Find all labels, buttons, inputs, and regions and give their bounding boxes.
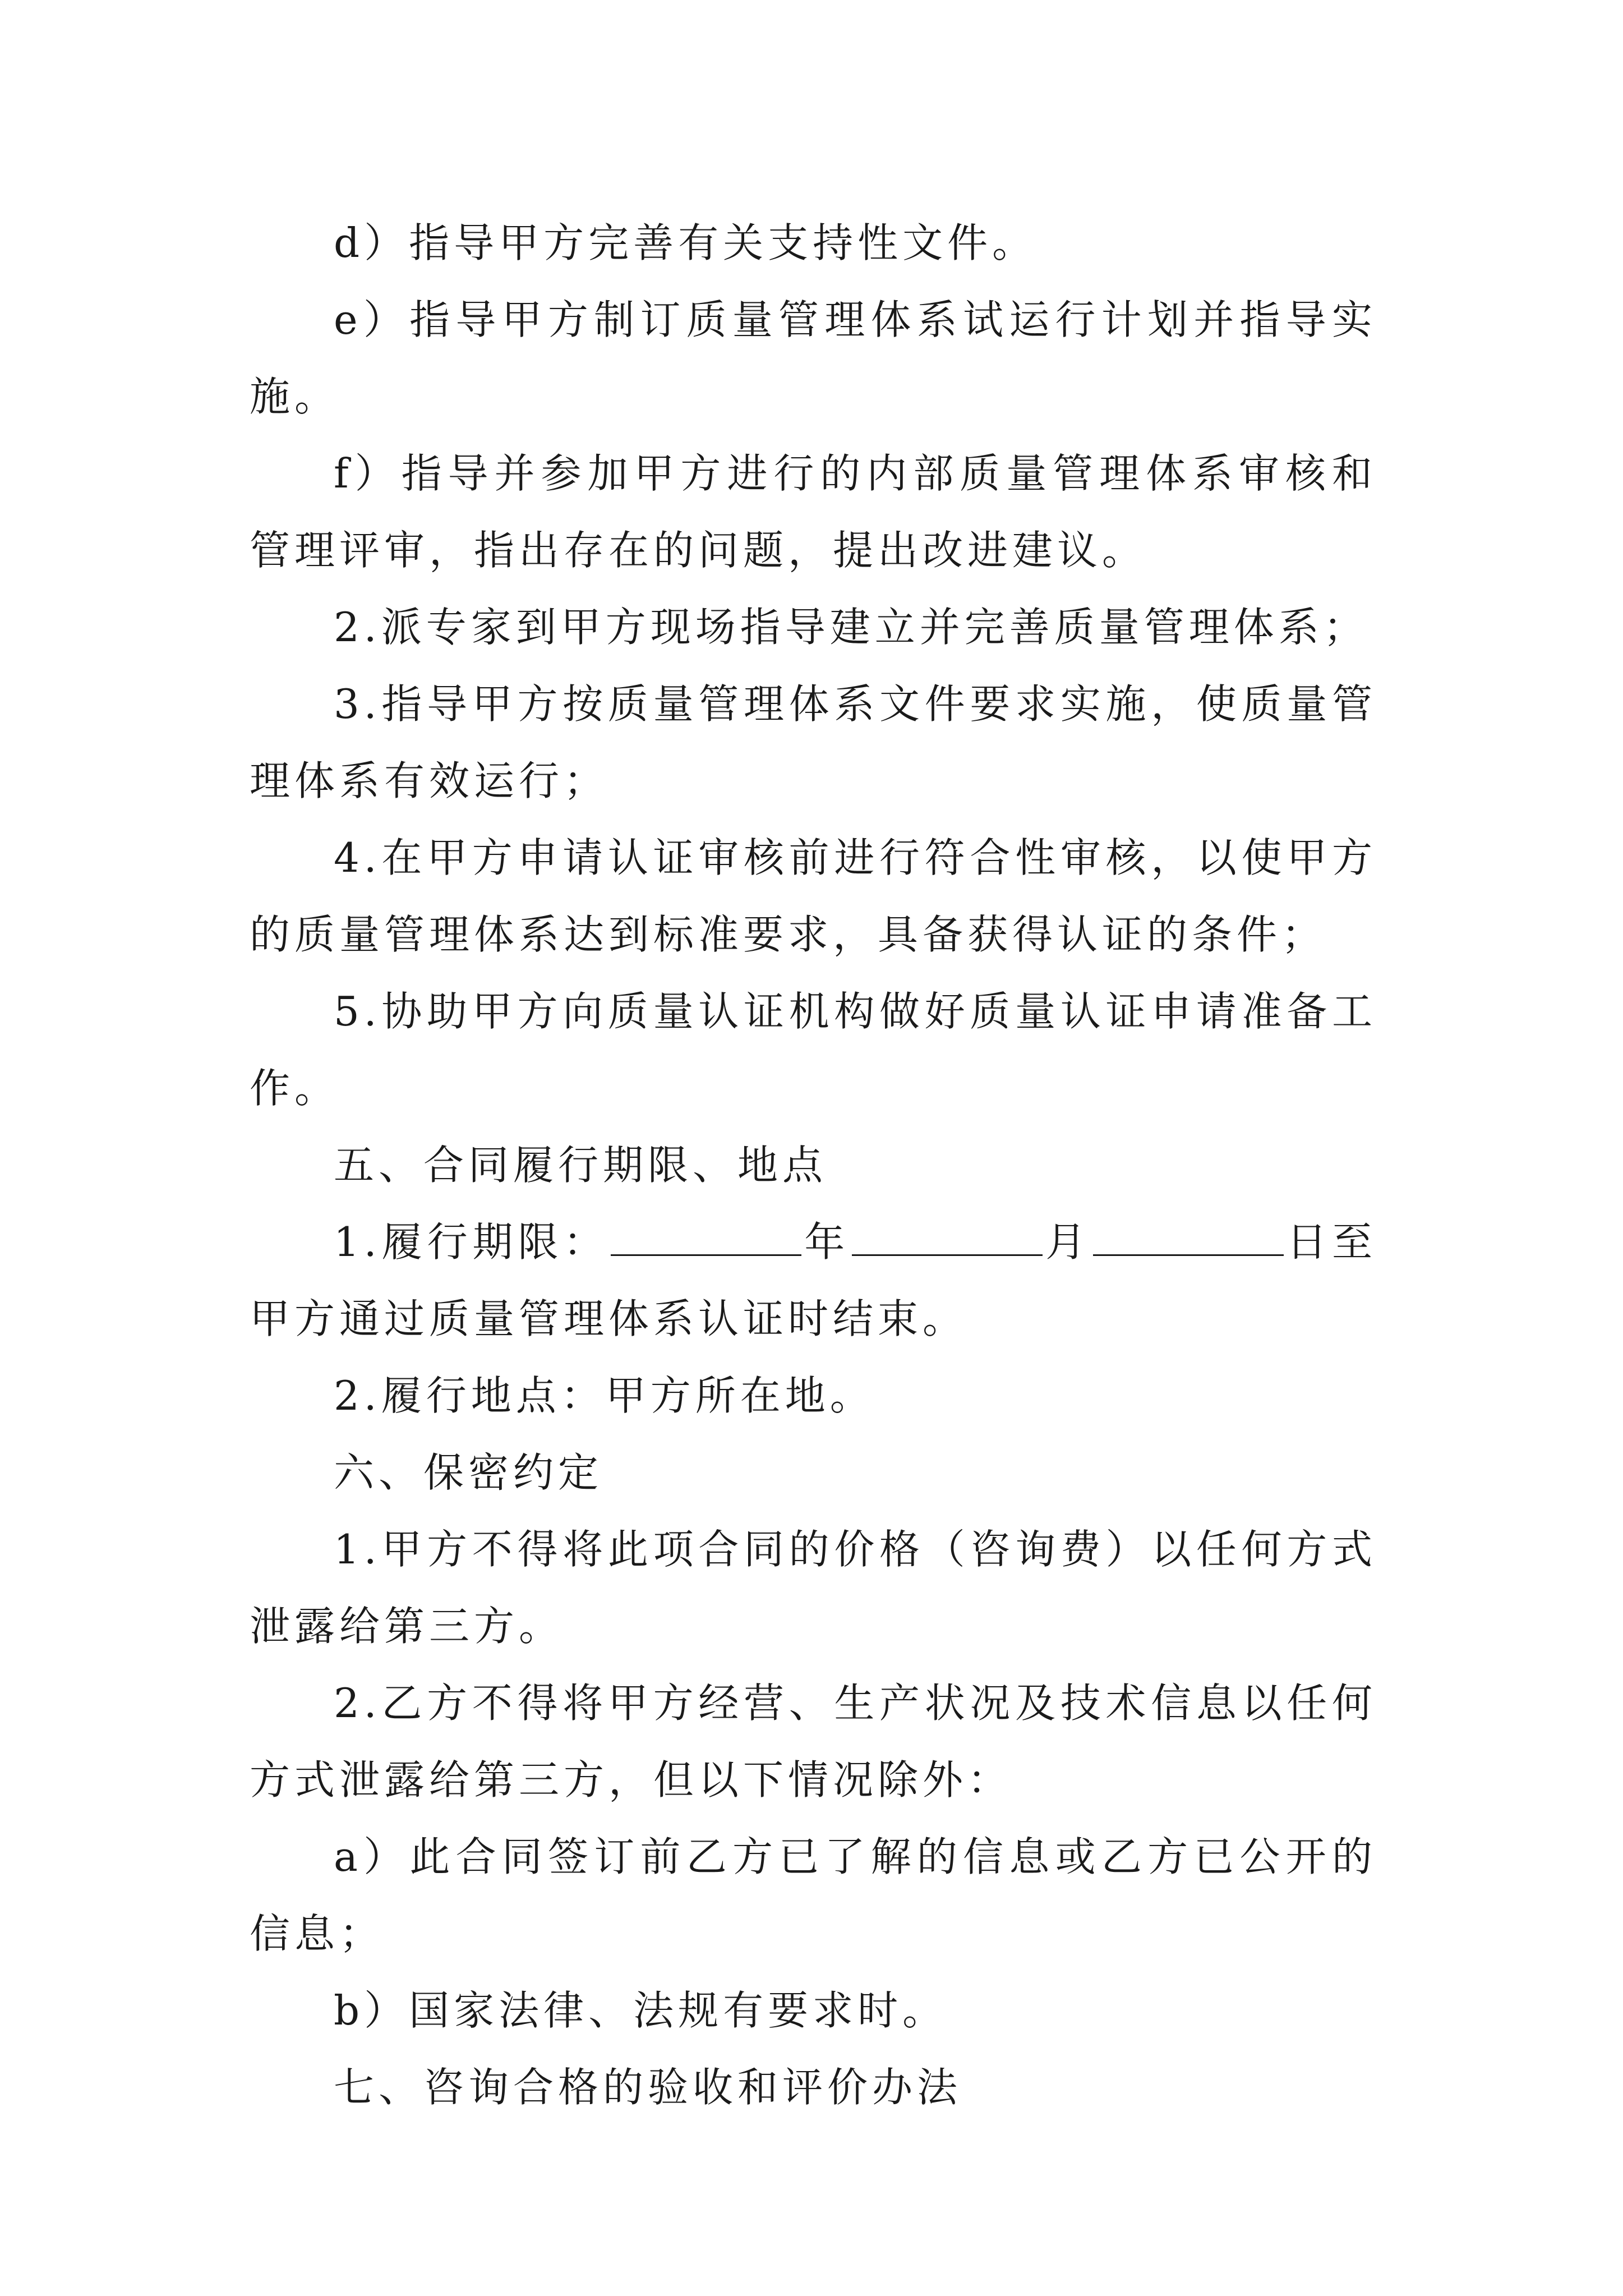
paragraph-confidentiality-1: 1.甲方不得将此项合同的价格（咨询费）以任何方式泄露给第三方。 xyxy=(250,1526,1377,1650)
paragraph-exception-b: b）国家法律、法规有要求时。 xyxy=(334,1987,948,2034)
paragraph-confidentiality-2: 2.乙方不得将甲方经营、生产状况及技术信息以任何方式泄露给第三方，但以下情况除外： xyxy=(250,1680,1377,1803)
document-body xyxy=(250,205,1377,2126)
term-of-performance-line xyxy=(250,1204,1377,1358)
paragraph-e: e）指导甲方制订质量管理体系试运行计划并指导实施。 xyxy=(250,296,1377,420)
month-blank[interactable] xyxy=(852,1214,1043,1256)
paragraph-place: 2.履行地点：甲方所在地。 xyxy=(334,1372,875,1419)
paragraph-d: d）指导甲方完善有关支持性文件。 xyxy=(334,219,1038,266)
paragraph-f: f）指导并参加甲方进行的内部质量管理体系审核和管理评审，指出存在的问题，提出改进建议。 xyxy=(250,450,1377,574)
paragraph-item-5: 5.协助甲方向质量认证机构做好质量认证申请准备工作。 xyxy=(250,988,1377,1112)
day-suffix: 日至甲方通过质量管理体系认证时结束。 xyxy=(250,1218,1377,1342)
section-heading-5: 五、合同履行期限、地点 xyxy=(334,1142,828,1189)
section-heading-6: 六、保密约定 xyxy=(334,1449,603,1496)
paragraph-item-3: 3.指导甲方按质量管理体系文件要求实施，使质量管理体系有效运行； xyxy=(250,680,1377,804)
paragraph-item-4: 4.在甲方申请认证审核前进行符合性审核，以使甲方的质量管理体系达到标准要求，具备获得认证的条件； xyxy=(250,834,1377,958)
year-blank[interactable] xyxy=(611,1214,801,1256)
month-label: 月 xyxy=(1045,1218,1091,1266)
year-label: 年 xyxy=(804,1218,850,1266)
day-blank[interactable] xyxy=(1093,1214,1284,1256)
paragraph-exception-a: a）此合同签订前乙方已了解的信息或乙方已公开的信息； xyxy=(250,1833,1377,1957)
section-heading-7: 七、咨询合格的验收和评价办法 xyxy=(334,2064,962,2111)
term-prefix: 1.履行期限： xyxy=(334,1218,609,1266)
paragraph-item-2: 2.派专家到甲方现场指导建立并完善质量管理体系； xyxy=(334,604,1368,651)
